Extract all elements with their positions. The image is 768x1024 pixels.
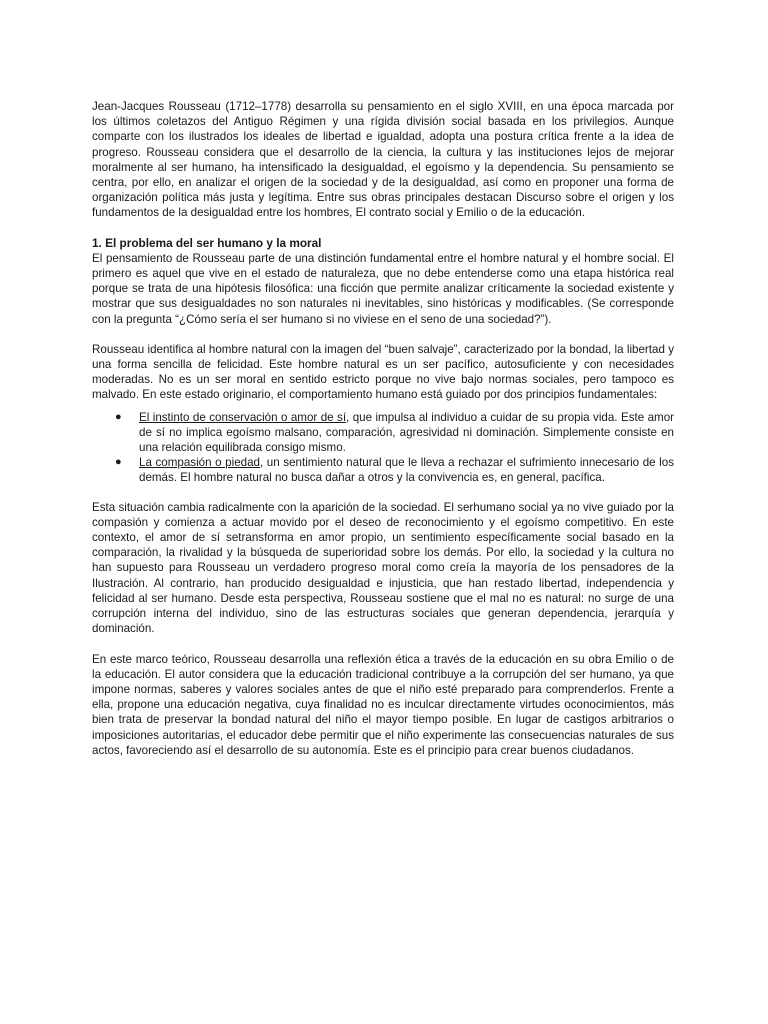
principle-term: La compasión o piedad [139,456,260,470]
bullet-icon: ● [115,410,122,423]
paragraph-education: En este marco teórico, Rousseau desarrolla una reflexión ética a través de la educación en su obra Emilio o de la educación. El autor considera que la educación tradicional contribuye a la corrupción del ser humano, ya que impone normas, saberes y valores sociales antes de que el niño esté preparado para comprenderlos. Frente a ella, propone una educación negativa, cuya finalidad no es inculcar directamente virtudes oconocimientos, más bien trata de preservar la bondad natural del niño el mayor tiempo posible. En lugar de castigos arbitrarios o imposiciones autoritarias, el educador debe permitir que el niño experimente las consecuencias naturales de sus actos, favoreciendo así el desarrollo de su autonomía. Este es el principio para crear buenos ciudadanos. [92,652,674,757]
paragraph-good-savage: Rousseau identifica al hombre natural con la imagen del “buen salvaje”, caracterizado por la bondad, la libertad y una forma sencilla de felicidad. Este hombre natural es un ser pacífico, autosuficiente y con necesidades moderadas. No es un ser moral en sentido estricto porque no vive bajo normas sociales, pero tampoco es malvado. En este estado originario, el comportamiento humano está guiado por dos principios fundamentales: [92,342,674,402]
section-heading: 1. El problema del ser humano y la moral [92,235,322,250]
principles-list [92,410,674,486]
paragraph-society: Esta situación cambia radicalmente con la aparición de la sociedad. El serhumano social ya no vive guiado por la compasión y comienza a actuar movido por el deseo de reconocimiento y el egoísmo competitivo. En este contexto, el amor de sí setransforma en amor propio, un sentimiento específicamente social basado en la comparación, la rivalidad y la búsqueda de superioridad sobre los demás. Por ello, la sociedad y la cultura no han supuesto para Rousseau un verdadero progreso moral como creía la mayoría de los pensadores de la Ilustración. Al contrario, han producido desigualdad e injusticia, que han restado libertad, independencia y felicidad al ser humano. Desde esta perspectiva, Rousseau sostiene que el mal no es natural: no surge de una corrupción interna del individuo, sino de las estructuras sociales que generan dependencia, jerarquía y dominación. [92,500,674,636]
list-item [92,455,674,485]
principle-text: , un sentimiento natural que le lleva a rechazar el sufrimiento innecesario de los demás. El hombre natural no busca dañar a otros y la convivencia es, en general, pacífica. [139,456,675,485]
principle-text: , que impulsa al individuo a cuidar de su propia vida. Este amor de sí no implica egoísmo malsano, comparación, agresividad ni dominación. Simplemente consiste en una relación equilibrada consigo mismo. [139,410,675,455]
document-body [92,99,674,758]
principle-term: El instinto de conservación o amor de sí [139,410,347,424]
paragraph-natural-man: El pensamiento de Rousseau parte de una distinción fundamental entre el hombre natural y el hombre social. El primero es aquel que vive en el estado de naturaleza, que no debe entenderse como una etapa histórica real porque se trata de una hipótesis filosófica: una ficción que permite analizar críticamente la sociedad existente y mostrar que sus desigualdades no son naturales ni inevitables, sino históricas y modificables. (Se corresponde con la pregunta “¿Cómo sería el ser humano si no viviese en el seno de una sociedad?”). [92,251,674,326]
intro-paragraph: Jean-Jacques Rousseau (1712–1778) desarrolla su pensamiento en el siglo XVIII, en una época marcada por los últimos coletazos del Antiguo Régimen y una rígida división social basada en los privilegios. Aunque comparte con los ilustrados los ideales de libertad e igualdad, adopta una postura crítica frente a la idea de progreso. Rousseau considera que el desarrollo de la ciencia, la cultura y las instituciones lejos de mejorar moralmente al ser humano, ha intensificado la desigualdad, el egoísmo y la dependencia. Su pensamiento se centra, por ello, en analizar el origen de la sociedad y de la desigualdad, así como en proponer una forma de organización política más justa y legítima. Entre sus obras principales destacan Discurso sobre el origen y los fundamentos de la desigualdad entre los hombres, El contrato social y Emilio o de la educación. [92,100,674,220]
list-item [92,410,674,456]
bullet-icon: ● [115,456,122,469]
